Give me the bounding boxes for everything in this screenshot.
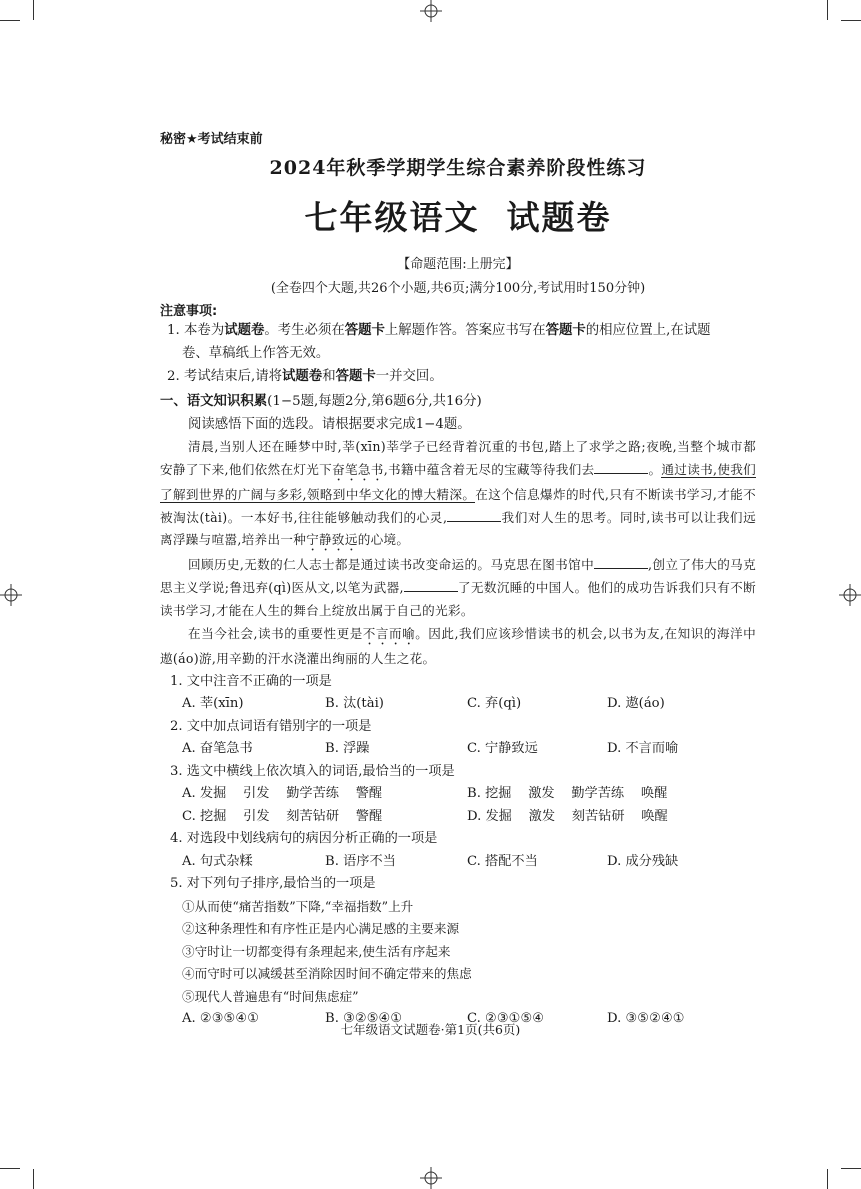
sentence-item: ①从而使“痛苦指数”下降,“幸福指数”上升 xyxy=(182,898,414,914)
passage-paragraph-3: 在当今社会,读书的重要性更是不言而喻。因此,我们应该珍惜读书的机会,以书为友,在知识的海洋中遨(áo)游,用辛勤的汗水浇灌出绚丽的人生之花。 xyxy=(160,625,756,666)
question-5: 5. 对下列句子排序,最恰当的一项是 xyxy=(170,876,376,892)
sentence-item: ②这种条理性和有序性正是内心满足感的主要来源 xyxy=(182,921,460,937)
option: D. ③⑤②④① xyxy=(607,1011,685,1027)
option: A. 莘(xīn) xyxy=(182,696,244,712)
crop-mark-top-right xyxy=(827,0,828,20)
dotted-word-1: 奋笔急书 xyxy=(332,461,384,477)
passage-paragraph-1: 清晨,当别人还在睡梦中时,莘(xīn)莘学子已经背着沉重的书包,踏上了求学之路;夜晚,当整个城市都安静了下来,他们依然在灯光下奋笔急书,书籍中蕴含着无尽的宝藏等待我们去 。通过读书,使我们了解到世界的广阔与多彩,领略到中华文化的博大精深。在这个信息爆炸的时代,只有不断读书学习,才能不被淘汰(tài)。一本好书,往往能够触动我们的心灵, 我们对人生的思考。同时,读书可以让我们远离浮躁与喧嚣,培养出一种宁静致远的心境。 xyxy=(160,439,757,548)
registration-mark-left-icon xyxy=(0,584,22,606)
exam-info: (全卷四个大题,共26个小题,共6页;满分100分,考试用时150分钟) xyxy=(270,281,646,296)
registration-mark-top-icon xyxy=(420,0,442,22)
paper-title: 七年级语文 试题卷 xyxy=(304,198,612,237)
option: B. 挖掘 激发 勤学苦练 唤醒 xyxy=(467,786,668,802)
dotted-word-2: 宁静致远 xyxy=(306,532,358,548)
registration-mark-right-icon xyxy=(839,584,861,606)
crop-mark-bottom-left xyxy=(33,1169,34,1189)
option: B. 汰(tài) xyxy=(325,696,384,712)
crop-mark-top-left-h xyxy=(0,20,20,21)
notice-item-1: 1. 本卷为试题卷。考生必须在答题卡上解题作答。答案应书写在答题卡的相应位置上,在试题 卷、草稿纸上作答无效。 xyxy=(167,322,711,361)
fill-blank-1 xyxy=(594,461,648,474)
section-heading: 一、语文知识积累(1−5题,每题2分,第6题6分,共16分) xyxy=(160,394,482,409)
option: C. 宁静致远 xyxy=(467,741,538,757)
question-3: 3. 选文中横线上依次填入的词语,最恰当的一项是 xyxy=(170,763,455,779)
option: A. ②③⑤④① xyxy=(182,1011,260,1027)
exam-range: 【命题范围:上册完】 xyxy=(397,257,519,272)
option: C. ②③①⑤④ xyxy=(467,1011,545,1027)
option: D. 不言而喻 xyxy=(607,741,679,757)
page-footer: 七年级语文试题卷·第1页(共6页) xyxy=(340,1022,521,1037)
secret-label: 秘密★考试结束前 xyxy=(160,132,263,147)
exam-title: 2024年秋季学期学生综合素养阶段性练习 xyxy=(269,157,647,179)
notice-item-2: 2. 考试结束后,请将试题卷和答题卡一并交回。 xyxy=(167,368,443,384)
fill-blank-2 xyxy=(447,509,501,522)
question-2: 2. 文中加点词语有错别字的一项是 xyxy=(170,718,372,734)
option: B. ③②⑤④① xyxy=(325,1011,403,1027)
sentence-item: ③守时让一切都变得有条理起来,使生活有序起来 xyxy=(182,943,451,959)
question-1-options xyxy=(160,693,756,716)
option: A. 发掘 引发 勤学苦练 警醒 xyxy=(182,786,383,802)
option: D. 成分残缺 xyxy=(607,853,679,869)
crop-mark-bottom-right-h xyxy=(841,1168,861,1169)
dotted-word-3: 不言而喻 xyxy=(362,625,416,641)
fill-blank-3 xyxy=(594,556,648,569)
exam-content xyxy=(160,128,756,1031)
notice-heading: 注意事项: xyxy=(160,304,218,319)
question-3-options xyxy=(160,783,756,828)
question-4-options xyxy=(160,851,756,874)
option: C. 挖掘 引发 刻苦钻研 警醒 xyxy=(182,808,383,824)
reading-instruction: 阅读感悟下面的选段。请根据要求完成1−4题。 xyxy=(188,417,471,432)
crop-mark-top-left xyxy=(33,0,34,20)
option: C. 弃(qì) xyxy=(467,696,522,712)
crop-mark-top-right-h xyxy=(841,20,861,21)
option: A. 奋笔急书 xyxy=(182,741,253,757)
passage-paragraph-2: 回顾历史,无数的仁人志士都是通过读书改变命运的。马克思在图书馆中 ,创立了伟大的马克思主义学说;鲁迅弃(qì)医从文,以笔为武器, 了无数沉睡的中国人。他们的成功告诉我们只有不断读书学习,才能在人生的舞台上绽放出属于自己的光彩。 xyxy=(160,557,757,618)
registration-mark-bottom-icon xyxy=(420,1167,442,1189)
question-1: 1. 文中注音不正确的一项是 xyxy=(170,673,332,689)
option: A. 句式杂糅 xyxy=(182,853,253,869)
question-4: 4. 对选段中划线病句的病因分析正确的一项是 xyxy=(170,831,438,847)
crop-mark-bottom-left-h xyxy=(0,1168,20,1169)
sentence-item: ④而守时可以减缓甚至消除因时间不确定带来的焦虑 xyxy=(182,966,472,982)
crop-mark-bottom-right xyxy=(827,1169,828,1189)
underlined-sentence: 通过读书,使我们了解到世界的广阔与多彩,领略到中华文化的博大精深。 xyxy=(160,461,757,502)
question-2-options xyxy=(160,738,756,761)
fill-blank-4 xyxy=(404,579,458,592)
option: B. 浮躁 xyxy=(325,741,370,757)
option: C. 搭配不当 xyxy=(467,853,538,869)
option: B. 语序不当 xyxy=(325,853,396,869)
option: D. 遨(áo) xyxy=(607,696,665,712)
option: D. 发掘 激发 刻苦钻研 唤醒 xyxy=(467,808,668,824)
sentence-item: ⑤现代人普遍患有“时间焦虑症” xyxy=(182,988,359,1004)
